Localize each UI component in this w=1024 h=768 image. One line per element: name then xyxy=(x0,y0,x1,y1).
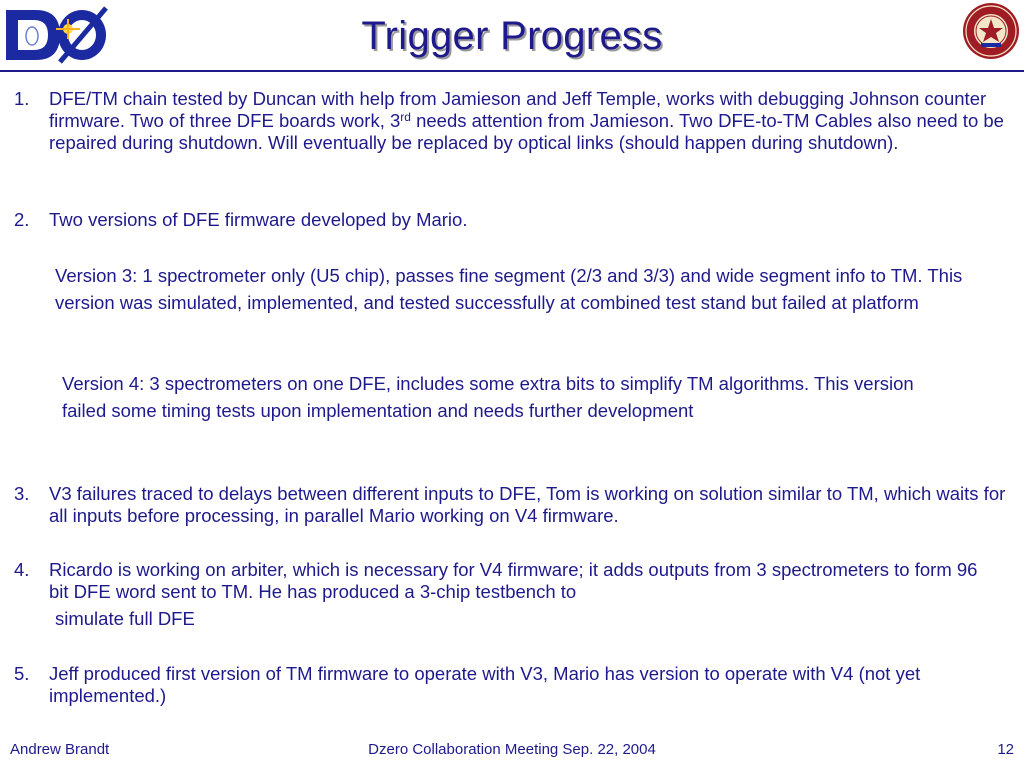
footer-meeting: Dzero Collaboration Meeting Sep. 22, 2004 xyxy=(368,741,656,758)
item-text: Jeff produced first version of TM firmware to operate with V3, Mario has version to operate with V4 (not yet implemented.) xyxy=(49,663,921,706)
item-text xyxy=(49,88,1014,154)
list-item xyxy=(14,663,1014,707)
list-item xyxy=(14,209,1014,231)
item-number: 3. xyxy=(14,483,30,504)
item-number: 4. xyxy=(14,559,30,580)
list-item xyxy=(14,559,1014,630)
university-seal xyxy=(962,2,1020,60)
superscript-rd: rd xyxy=(400,110,411,124)
title-divider xyxy=(0,70,1024,72)
item-text: V3 failures traced to delays between different inputs to DFE, Tom is working on solution similar to TM, which waits for all inputs before processing, in parallel Mario working on V4 firmware. xyxy=(49,483,1006,526)
item-number: 5. xyxy=(14,663,30,684)
slide-title: Trigger Progress xyxy=(361,14,663,58)
item-text: Two versions of DFE firmware developed by Mario. xyxy=(49,209,468,230)
list-item xyxy=(14,88,1014,154)
university-seal-icon xyxy=(962,2,1020,60)
footer-author: Andrew Brandt xyxy=(10,741,110,758)
item-text-part: DFE/TM chain tested by Duncan with help from Jamieson and Jeff Temple, works with debugging Johnson counter firmware. Two of three DFE boards work, 3 xyxy=(49,88,987,131)
version-3-paragraph: Version 3: 1 spectrometer only (U5 chip), passes fine segment (2/3 and 3/3) and wide segment info to TM. This version was simulated, implemented, and tested successfully at combined test stand but failed at platform xyxy=(55,265,963,313)
list-item xyxy=(14,483,1014,527)
item-text-part: needs attention from Jamieson. Two DFE-to-TM Cables also need to be repaired during shutdown. Will eventually be replaced by optical links (should happen during shutdown). xyxy=(49,110,1004,153)
item-number: 1. xyxy=(14,88,30,109)
version-4-paragraph: Version 4: 3 spectrometers on one DFE, includes some extra bits to simplify TM algorithms. This version failed some timing tests upon implementation and needs further development xyxy=(62,373,914,421)
item-number: 2. xyxy=(14,209,30,230)
item-text: Ricardo is working on arbiter, which is necessary for V4 firmware; it adds outputs from 3 spectrometers to form 96 bit DFE word sent to TM. He has produced a 3-chip testbench to xyxy=(49,559,978,602)
footer-page-number: 12 xyxy=(997,741,1014,758)
item-text-continued: simulate full DFE xyxy=(55,608,195,629)
